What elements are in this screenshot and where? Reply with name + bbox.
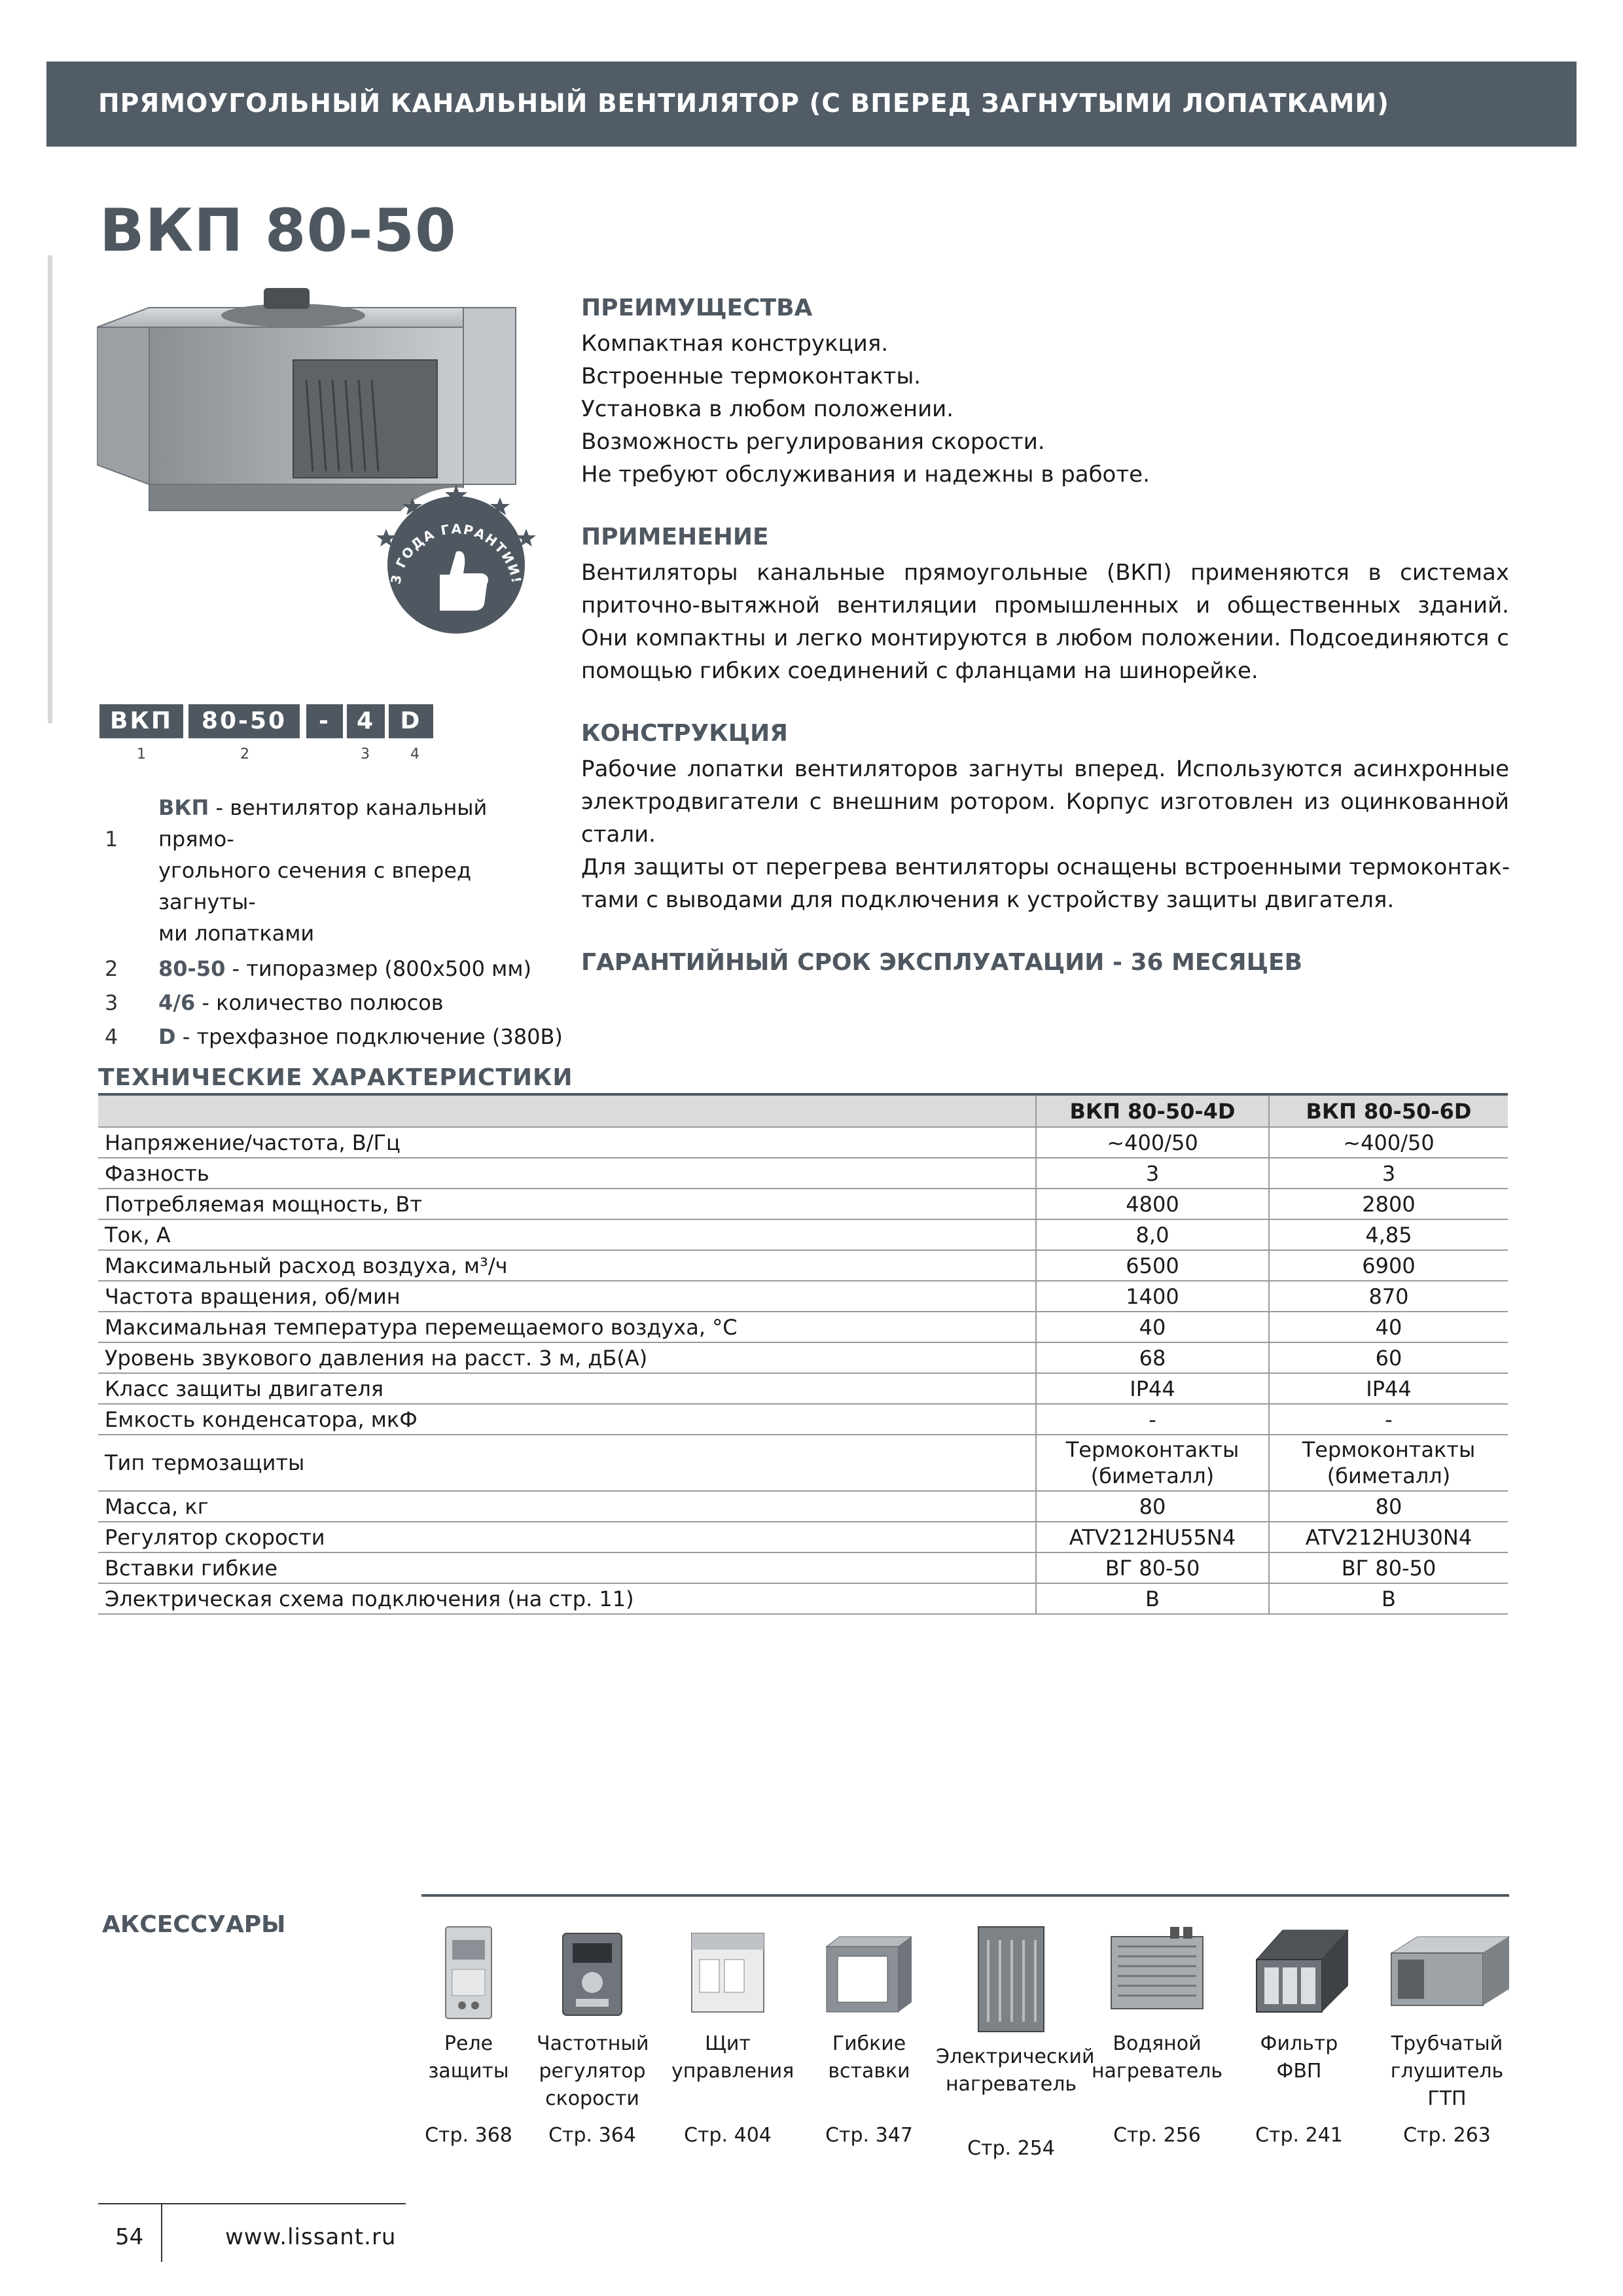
row-label: Вставки гибкие: [98, 1552, 1036, 1583]
table-row: [98, 1312, 1508, 1342]
cell-value: 6900: [1269, 1250, 1508, 1281]
row-label: Масса, кг: [98, 1491, 1036, 1522]
accessory-label: Гибкие вставки: [828, 2032, 910, 2083]
table-row: [98, 1404, 1508, 1435]
code-part-dash: -: [306, 704, 343, 738]
table-row: [98, 1552, 1508, 1583]
row-label: Уровень звукового давления на расст. 3 м, дБ(А): [98, 1342, 1036, 1373]
legend-text: - количество полюсов: [195, 990, 444, 1015]
construction-line: электродвигатели с внешним ротором. Корпус изготовлен из оцинкованной: [581, 789, 1509, 815]
frequency-regulator-icon: [550, 1920, 635, 2025]
cell-value: IP44: [1036, 1373, 1269, 1404]
table-row: [98, 1373, 1508, 1404]
legend-num: 3: [105, 990, 118, 1015]
spec-table: [98, 1096, 1508, 1615]
table-row: [98, 1158, 1508, 1189]
accessory-relay[interactable]: [416, 1920, 521, 2149]
cell-value: Термоконтакты (биметалл): [1036, 1435, 1269, 1491]
accessory-electric-heater[interactable]: [936, 1920, 1095, 2162]
page-number: 54: [115, 2224, 144, 2250]
table-row: [98, 1127, 1508, 1158]
advantages-list: [581, 327, 1509, 491]
row-label: Электрическая схема подключения (на стр. 11): [98, 1583, 1036, 1614]
code-part-poles: 4: [347, 704, 385, 738]
legend-text: - вентилятор канальный прямо-: [158, 795, 488, 852]
accessory-label: Трубчатый глушитель ГТП: [1390, 2032, 1504, 2110]
table-header-label: [98, 1096, 1036, 1127]
cell-value: 80: [1036, 1491, 1269, 1522]
code-number: 1: [137, 746, 146, 762]
cell-value: B: [1269, 1583, 1508, 1614]
cell-value: ~400/50: [1269, 1127, 1508, 1158]
application-heading: ПРИМЕНЕНИЕ: [581, 524, 769, 550]
application-line: помощью гибких соединений с фланцами на шинорейке.: [581, 658, 1258, 684]
code-number: 4: [410, 746, 419, 762]
accessory-page: Стр. 404: [684, 2124, 772, 2147]
accessory-water-heater[interactable]: [1086, 1920, 1228, 2149]
construction-line: Рабочие лопатки вентиляторов загнуты вперед. Используются асинхронные: [581, 756, 1509, 782]
accessories-heading: АКСЕССУАРЫ: [102, 1911, 286, 1938]
code-part-phase: D: [389, 704, 433, 738]
row-label: Класс защиты двигателя: [98, 1373, 1036, 1404]
accessory-label: Водяной нагреватель: [1091, 2032, 1223, 2083]
accessory-label: Частотный регулятор скорости: [537, 2032, 649, 2110]
advantage-item: Встроенные термоконтакты.: [581, 363, 921, 389]
accessory-page: Стр. 347: [825, 2124, 913, 2147]
row-label: Регулятор скорости: [98, 1522, 1036, 1552]
row-label: Потребляемая мощность, Вт: [98, 1189, 1036, 1219]
accessory-label: Реле защиты: [428, 2032, 509, 2083]
model-header: ВКП 80-50-6D: [1269, 1096, 1508, 1127]
accessory-page: Стр. 364: [548, 2124, 636, 2147]
legend-text: ми лопатками: [158, 921, 315, 946]
table-row: [98, 1435, 1508, 1491]
advantage-item: Возможность регулирования скорости.: [581, 429, 1045, 455]
accessory-page: Стр. 254: [967, 2137, 1055, 2160]
application-text: [581, 556, 1509, 687]
website-link[interactable]: www.lissant.ru: [225, 2224, 397, 2250]
row-label: Максимальный расход воздуха, м³/ч: [98, 1250, 1036, 1281]
accessory-label: Фильтр ФВП: [1260, 2032, 1338, 2083]
legend-item: [105, 1021, 563, 1052]
accessory-page: Стр. 241: [1255, 2124, 1343, 2147]
cell-value: 80: [1269, 1491, 1508, 1522]
table-row: [98, 1522, 1508, 1552]
cell-value: 60: [1269, 1342, 1508, 1373]
footer-divider: [161, 2203, 162, 2262]
accessories-rule: [421, 1894, 1509, 1897]
row-label: Напряжение/частота, В/Гц: [98, 1127, 1036, 1158]
cell-value: 870: [1269, 1281, 1508, 1312]
legend-item: [105, 987, 563, 1018]
accessory-flexible-insert[interactable]: [817, 1920, 921, 2149]
cell-value: -: [1269, 1404, 1508, 1435]
advantage-item: Установка в любом положении.: [581, 396, 954, 422]
legend-key: D: [158, 1024, 176, 1049]
table-row: [98, 1281, 1508, 1312]
construction-line: стали.: [581, 821, 656, 848]
accessory-filter[interactable]: [1243, 1920, 1355, 2149]
construction-heading: КОНСТРУКЦИЯ: [581, 720, 788, 747]
cell-value: 8,0: [1036, 1219, 1269, 1250]
accessory-page: Стр. 263: [1403, 2124, 1491, 2147]
filter-icon: [1243, 1920, 1355, 2025]
cell-value: 6500: [1036, 1250, 1269, 1281]
table-row: [98, 1342, 1508, 1373]
flexible-insert-icon: [817, 1920, 921, 2025]
header-title: ПРЯМОУГОЛЬНЫЙ КАНАЛЬНЫЙ ВЕНТИЛЯТОР (С ВПЕРЕД ЗАГНУТЫМИ ЛОПАТКАМИ): [98, 89, 1389, 118]
legend-num: 4: [105, 1024, 118, 1049]
application-line: приточно-вытяжной вентиляции промышленных и общественных зданий.: [581, 592, 1509, 619]
accessory-label: Щит управления: [671, 2032, 794, 2083]
table-row: [98, 1583, 1508, 1614]
legend-key: 4/6: [158, 990, 196, 1015]
cell-value: Термоконтакты (биметалл): [1269, 1435, 1508, 1491]
cell-value: ATV212HU55N4: [1036, 1522, 1269, 1552]
advantage-item: Не требуют обслуживания и надежны в работе.: [581, 461, 1150, 488]
accessory-frequency-regulator[interactable]: [537, 1920, 648, 2149]
electric-heater-icon: [962, 1920, 1060, 2038]
construction-line: тами с выводами для подключения к устройству защиты двигателя.: [581, 887, 1395, 913]
silencer-icon: [1382, 1920, 1512, 2025]
legend-num: 1: [105, 827, 118, 852]
side-accent-bar: [48, 255, 52, 723]
row-label: Частота вращения, об/мин: [98, 1281, 1036, 1312]
table-row: [98, 1491, 1508, 1522]
legend-text: - типоразмер (800x500 мм): [225, 956, 531, 981]
control-panel-icon: [679, 1920, 777, 2025]
cell-value: 4800: [1036, 1189, 1269, 1219]
code-part-series: ВКП: [99, 704, 183, 738]
legend-num: 2: [105, 956, 118, 981]
code-number: 2: [240, 746, 249, 762]
application-line: Вентиляторы канальные прямоугольные (ВКП) применяются в системах: [581, 560, 1509, 586]
footer-line: [98, 2203, 406, 2204]
cell-value: 40: [1036, 1312, 1269, 1342]
cell-value: B: [1036, 1583, 1269, 1614]
row-label: Емкость конденсатора, мкФ: [98, 1404, 1036, 1435]
table-header-row: [98, 1096, 1508, 1127]
row-label: Максимальная температура перемещаемого воздуха, °С: [98, 1312, 1036, 1342]
cell-value: 3: [1269, 1158, 1508, 1189]
cell-value: -: [1036, 1404, 1269, 1435]
construction-text: [581, 753, 1509, 916]
row-label: Фазность: [98, 1158, 1036, 1189]
legend-key: ВКП: [158, 795, 209, 820]
legend-text: угольного сечения с вперед загнуты-: [158, 858, 472, 914]
water-heater-icon: [1101, 1920, 1213, 2025]
application-line: Они компактны и легко монтируются в любом положении. Подсоединяются с: [581, 625, 1509, 651]
cell-value: 3: [1036, 1158, 1269, 1189]
legend-text: - трехфазное подключение (380В): [175, 1024, 563, 1049]
accessory-control-panel[interactable]: [671, 1920, 794, 2149]
row-label: Ток, А: [98, 1219, 1036, 1250]
accessory-silencer[interactable]: [1372, 1920, 1522, 2149]
warranty-badge-icon: [374, 483, 538, 647]
code-legend: [105, 792, 563, 1052]
legend-item: [105, 953, 563, 984]
model-header: ВКП 80-50-4D: [1036, 1096, 1269, 1127]
relay-icon: [429, 1920, 508, 2025]
accessory-page: Стр. 256: [1113, 2124, 1201, 2147]
code-number: 3: [361, 746, 370, 762]
cell-value: ВГ 80-50: [1269, 1552, 1508, 1583]
table-row: [98, 1219, 1508, 1250]
badge-text: 3 ГОДА ГАРАНТИИ!: [387, 520, 525, 586]
advantage-item: Компактная конструкция.: [581, 331, 889, 357]
cell-value: IP44: [1269, 1373, 1508, 1404]
tech-heading: ТЕХНИЧЕСКИЕ ХАРАКТЕРИСТИКИ: [98, 1064, 573, 1091]
accessory-page: Стр. 368: [425, 2124, 512, 2147]
cell-value: ВГ 80-50: [1036, 1552, 1269, 1583]
product-title: ВКП 80-50: [99, 196, 457, 265]
cell-value: ATV212HU30N4: [1269, 1522, 1508, 1552]
table-row: [98, 1250, 1508, 1281]
accessory-label: Электрический нагреватель: [936, 2045, 1095, 2096]
cell-value: 2800: [1269, 1189, 1508, 1219]
cell-value: 4,85: [1269, 1219, 1508, 1250]
cell-value: ~400/50: [1036, 1127, 1269, 1158]
legend-key: 80-50: [158, 956, 226, 981]
legend-item: [105, 792, 563, 949]
table-row: [98, 1189, 1508, 1219]
construction-line: Для защиты от перегрева вентиляторы оснащены встроенными термоконтак-: [581, 854, 1510, 880]
advantages-heading: ПРЕИМУЩЕСТВА: [581, 295, 813, 321]
warranty-heading: ГАРАНТИЙНЫЙ СРОК ЭКСПЛУАТАЦИИ - 36 МЕСЯЦЕВ: [581, 949, 1303, 976]
cell-value: 68: [1036, 1342, 1269, 1373]
row-label: Тип термозащиты: [98, 1435, 1036, 1491]
cell-value: 1400: [1036, 1281, 1269, 1312]
cell-value: 40: [1269, 1312, 1508, 1342]
code-part-size: 80-50: [188, 704, 300, 738]
